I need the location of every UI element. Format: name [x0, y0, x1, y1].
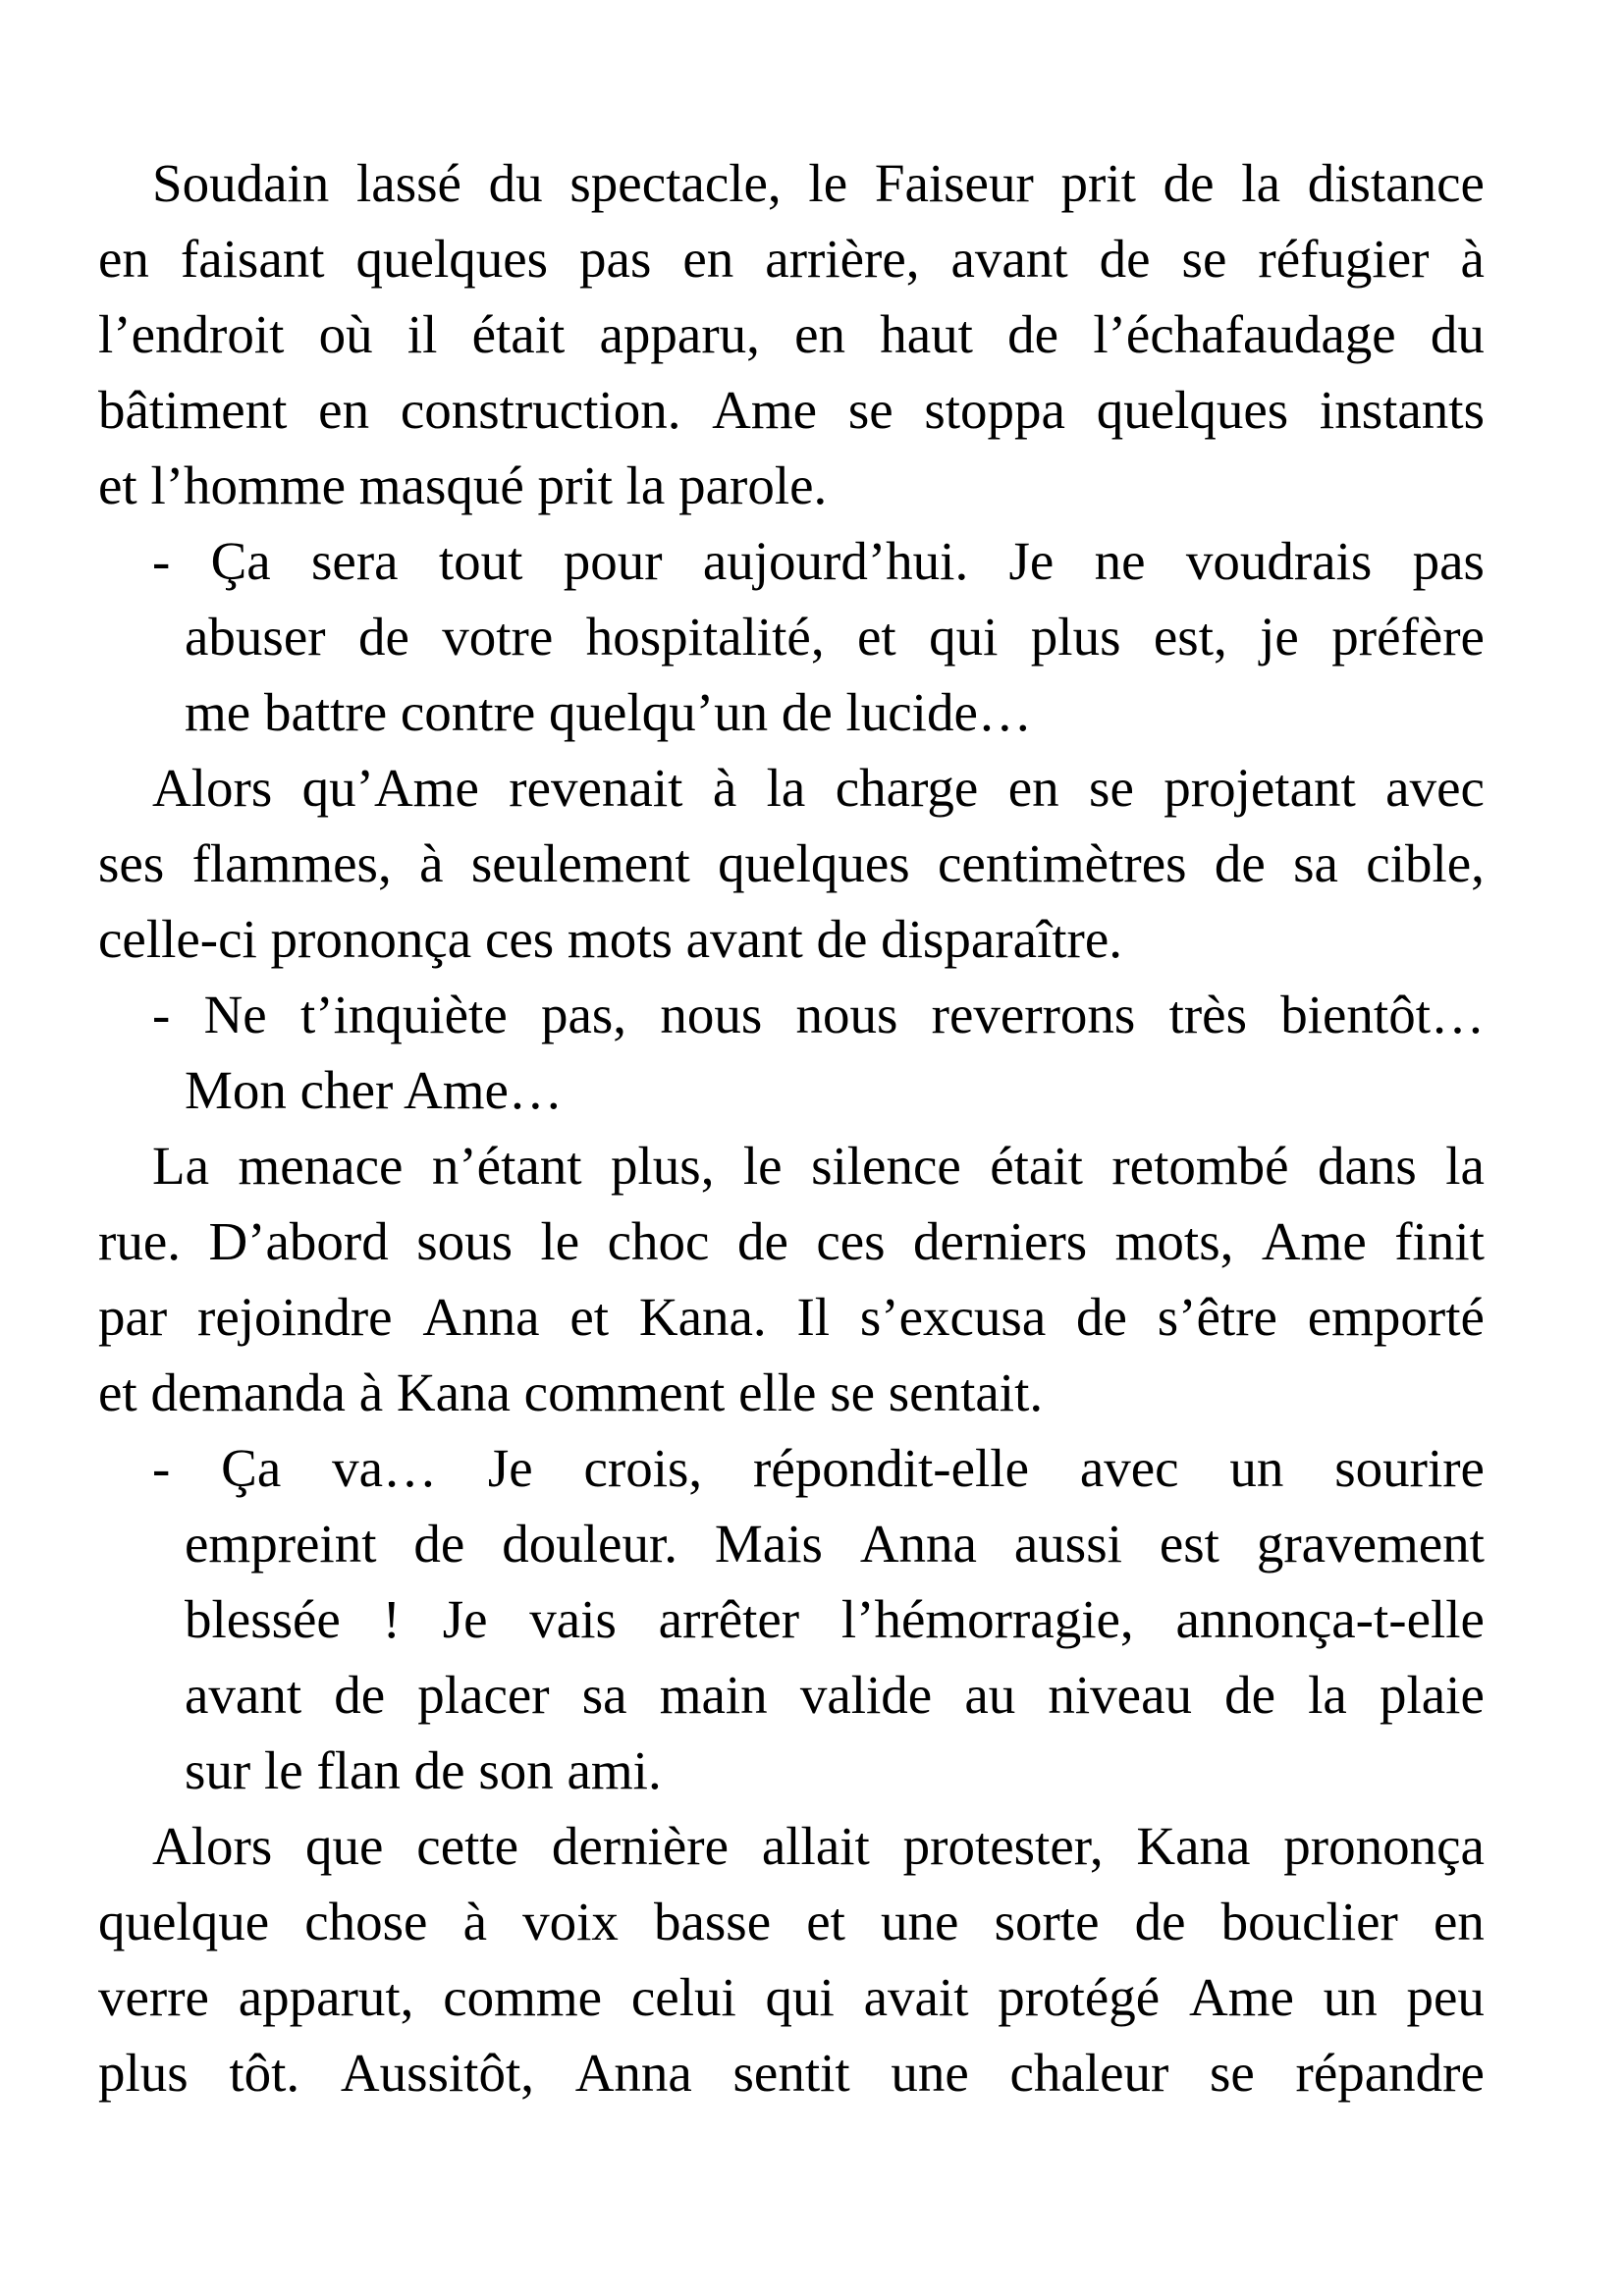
word: chaleur [1009, 2043, 1169, 2103]
text-line [98, 221, 1485, 296]
word: en [1433, 1892, 1485, 1951]
word: à [1460, 229, 1485, 289]
word: qu’Ame [301, 758, 479, 818]
word: et [569, 1287, 610, 1347]
word: haut [880, 304, 973, 364]
word: je [1260, 607, 1299, 667]
word: cible, [1366, 833, 1485, 893]
word: de [736, 1211, 788, 1271]
word: du [1430, 304, 1485, 364]
word: votre [442, 607, 554, 667]
word: avec [1079, 1438, 1179, 1498]
word: bâtiment [98, 380, 288, 440]
word: est, [1153, 607, 1227, 667]
word: sa [581, 1665, 627, 1725]
word: tôt. [229, 2043, 300, 2103]
text-line [185, 1657, 1485, 1733]
word: apparut, [238, 1967, 414, 2027]
word: Ame [1188, 1967, 1294, 2027]
word: basse [653, 1892, 772, 1951]
word: la [766, 758, 806, 818]
word: plus, [611, 1136, 715, 1196]
word: ! [382, 1589, 401, 1649]
word: en [1007, 758, 1059, 818]
word: Faiseur [874, 153, 1034, 213]
word: pas [1412, 531, 1485, 591]
word: qui [765, 1967, 835, 2027]
word: voix [522, 1892, 619, 1951]
word: très [1168, 985, 1247, 1044]
word: rejoindre [197, 1287, 393, 1347]
word: dans [1318, 1136, 1417, 1196]
word: qui [929, 607, 999, 667]
word: plus [1030, 607, 1121, 667]
word: main [659, 1665, 768, 1725]
word: un [1229, 1438, 1284, 1498]
word: où [318, 304, 373, 364]
word: n’étant [431, 1136, 582, 1196]
word: valide [799, 1665, 933, 1725]
word: se [1089, 758, 1134, 818]
word: Mais [714, 1514, 823, 1574]
word: ses [98, 833, 165, 893]
word: comme [443, 1967, 603, 2027]
word: une [881, 1892, 959, 1951]
word: Ça [210, 531, 271, 591]
page-text-block [98, 145, 1485, 2110]
word: Kana. [638, 1287, 767, 1347]
word: reverrons [931, 985, 1136, 1044]
word: avant [950, 229, 1068, 289]
text-line [98, 372, 1485, 448]
word: et [857, 607, 896, 667]
word: à [419, 833, 444, 893]
word: la [1241, 153, 1280, 213]
text-line [152, 145, 1485, 221]
word: projetant [1164, 758, 1356, 818]
word: pas [579, 229, 652, 289]
word: quelques [1096, 380, 1289, 440]
word: empreint [185, 1514, 377, 1574]
word: de [1099, 229, 1151, 289]
word: se [847, 380, 893, 440]
word: s’être [1157, 1287, 1277, 1347]
word: D’abord [208, 1211, 389, 1271]
word: la [1308, 1665, 1347, 1725]
word: en [794, 304, 846, 364]
word: sourire [1334, 1438, 1485, 1498]
text-line [152, 977, 1485, 1052]
word: hospitalité, [585, 607, 825, 667]
word: quelques [355, 229, 549, 289]
text-line [185, 1581, 1485, 1657]
word: stoppa [924, 380, 1065, 440]
text-line [98, 1959, 1485, 2035]
word: nous [660, 985, 763, 1044]
word: avait [863, 1967, 969, 2027]
word: Anna [422, 1287, 540, 1347]
word: plus [98, 2043, 189, 2103]
word: Ça [221, 1438, 282, 1498]
word: silence [811, 1136, 961, 1196]
word: La [152, 1136, 210, 1196]
word: arrière, [765, 229, 920, 289]
text-line: et l’homme masqué prit la parole. [98, 455, 828, 515]
text-line [98, 1884, 1485, 1959]
word: distance [1307, 153, 1485, 213]
word: protégé [998, 1967, 1161, 2027]
word: peu [1406, 1967, 1485, 2027]
word: tout [438, 531, 523, 591]
word: du [488, 153, 543, 213]
word: de [334, 1665, 386, 1725]
word: - [152, 985, 171, 1044]
word: flammes, [191, 833, 392, 893]
word: sous [416, 1211, 513, 1271]
word: Il [796, 1287, 831, 1347]
word: revenait [509, 758, 683, 818]
word: Je [442, 1589, 488, 1649]
word: Je [1008, 531, 1055, 591]
word: répandre [1295, 2043, 1485, 2103]
word: allait [761, 1816, 870, 1876]
word: crois, [583, 1438, 703, 1498]
text-line [185, 1506, 1485, 1581]
word: à [462, 1892, 487, 1951]
text-line [98, 1203, 1485, 1279]
word: charge [835, 758, 979, 818]
word: apparu, [599, 304, 760, 364]
word: protester, [902, 1816, 1104, 1876]
word: Alors [152, 1816, 273, 1876]
text-line [185, 599, 1485, 674]
word: plaie [1379, 1665, 1485, 1725]
word: de [1134, 1892, 1186, 1951]
word: préfère [1331, 607, 1485, 667]
word: avec [1385, 758, 1485, 818]
word: retombé [1111, 1136, 1289, 1196]
word: le [808, 153, 848, 213]
word: de [357, 607, 409, 667]
word: Anna [859, 1514, 977, 1574]
word: Je [487, 1438, 533, 1498]
word: se [1210, 2043, 1255, 2103]
text-line: Mon cher Ame… [185, 1060, 563, 1120]
word: de [413, 1514, 465, 1574]
word: le [540, 1211, 580, 1271]
word: et [806, 1892, 845, 1951]
word: une [891, 2043, 969, 2103]
word: de [1224, 1665, 1276, 1725]
word: de [1163, 153, 1215, 213]
text-line [98, 1279, 1485, 1355]
word: de [1007, 304, 1059, 364]
word: instants [1319, 380, 1485, 440]
word: emporté [1307, 1287, 1485, 1347]
text-line: celle-ci prononça ces mots avant de disparaître. [98, 909, 1123, 969]
word: douleur. [502, 1514, 677, 1574]
word: se [1181, 229, 1227, 289]
word: faisant [180, 229, 325, 289]
word: prononça [1283, 1816, 1485, 1876]
word: construction. [400, 380, 681, 440]
word: Ne [203, 985, 267, 1044]
word: menace [238, 1136, 404, 1196]
word: annonça-t-elle [1175, 1589, 1485, 1649]
word: était [471, 304, 566, 364]
word: Ame [1261, 1211, 1367, 1271]
word: - [152, 1438, 171, 1498]
word: en [98, 229, 149, 289]
word: aujourd’hui. [702, 531, 969, 591]
word: il [406, 304, 438, 364]
word: dernière [551, 1816, 730, 1876]
word: sa [1293, 833, 1338, 893]
word: choc [607, 1211, 710, 1271]
word: l’hémorragie, [840, 1589, 1134, 1649]
word: est [1159, 1514, 1219, 1574]
word: arrêter [658, 1589, 800, 1649]
text-line [152, 1430, 1485, 1506]
word: ces [816, 1211, 886, 1271]
word: par [98, 1287, 168, 1347]
word: Anna [574, 2043, 692, 2103]
word: bouclier [1220, 1892, 1398, 1951]
word: blessée [185, 1589, 341, 1649]
word: bientôt… [1280, 985, 1485, 1044]
word: au [964, 1665, 1016, 1725]
word: voudrais [1185, 531, 1373, 591]
word: prit [1060, 153, 1136, 213]
word: ne [1094, 531, 1146, 591]
word: t’inquiète [299, 985, 508, 1044]
word: quelques [718, 833, 910, 893]
word: Aussitôt, [340, 2043, 534, 2103]
word: était [990, 1136, 1083, 1196]
word: - [152, 531, 171, 591]
word: pour [563, 531, 663, 591]
word: Alors [152, 758, 273, 818]
text-line [152, 523, 1485, 599]
word: lassé [356, 153, 461, 213]
word: en [682, 229, 734, 289]
text-line: me battre contre quelqu’un de lucide… [185, 682, 1032, 742]
text-line [152, 1808, 1485, 1884]
word: pas, [540, 985, 627, 1044]
word: cette [416, 1816, 519, 1876]
word: chose [304, 1892, 428, 1951]
word: à [712, 758, 737, 818]
word: Soudain [152, 153, 330, 213]
text-line: sur le flan de son ami. [185, 1740, 662, 1800]
word: sentit [732, 2043, 850, 2103]
word: la [1445, 1136, 1485, 1196]
text-line [152, 750, 1485, 826]
word: avant [185, 1665, 302, 1725]
word: en [318, 380, 370, 440]
text-line [98, 296, 1485, 372]
word: répondit-elle [753, 1438, 1029, 1498]
word: seulement [470, 833, 690, 893]
word: finit [1394, 1211, 1485, 1271]
word: niveau [1048, 1665, 1192, 1725]
word: Kana [1136, 1816, 1251, 1876]
word: le [742, 1136, 783, 1196]
word: sorte [994, 1892, 1100, 1951]
word: mots, [1114, 1211, 1234, 1271]
word: sera [311, 531, 399, 591]
word: un [1323, 1967, 1378, 2027]
word: placer [417, 1665, 550, 1725]
word: réfugier [1258, 229, 1430, 289]
word: Ame [712, 380, 818, 440]
word: l’endroit [98, 304, 285, 364]
word: abuser [185, 607, 326, 667]
word: nous [795, 985, 898, 1044]
word: de [1076, 1287, 1127, 1347]
word: l’échafaudage [1093, 304, 1396, 364]
text-line [152, 1128, 1485, 1203]
word: aussi [1013, 1514, 1122, 1574]
word: verre [98, 1967, 209, 2027]
text-line: et demanda à Kana comment elle se sentait. [98, 1362, 1044, 1422]
text-line [98, 2035, 1485, 2110]
text-line [98, 826, 1485, 901]
word: de [1214, 833, 1266, 893]
word: gravement [1256, 1514, 1485, 1574]
word: vais [529, 1589, 617, 1649]
word: s’excusa [859, 1287, 1047, 1347]
word: rue. [98, 1211, 181, 1271]
word: celui [630, 1967, 736, 2027]
word: va… [332, 1438, 438, 1498]
word: derniers [913, 1211, 1088, 1271]
word: spectacle, [569, 153, 782, 213]
word: centimètres [938, 833, 1187, 893]
word: que [305, 1816, 384, 1876]
word: quelque [98, 1892, 270, 1951]
